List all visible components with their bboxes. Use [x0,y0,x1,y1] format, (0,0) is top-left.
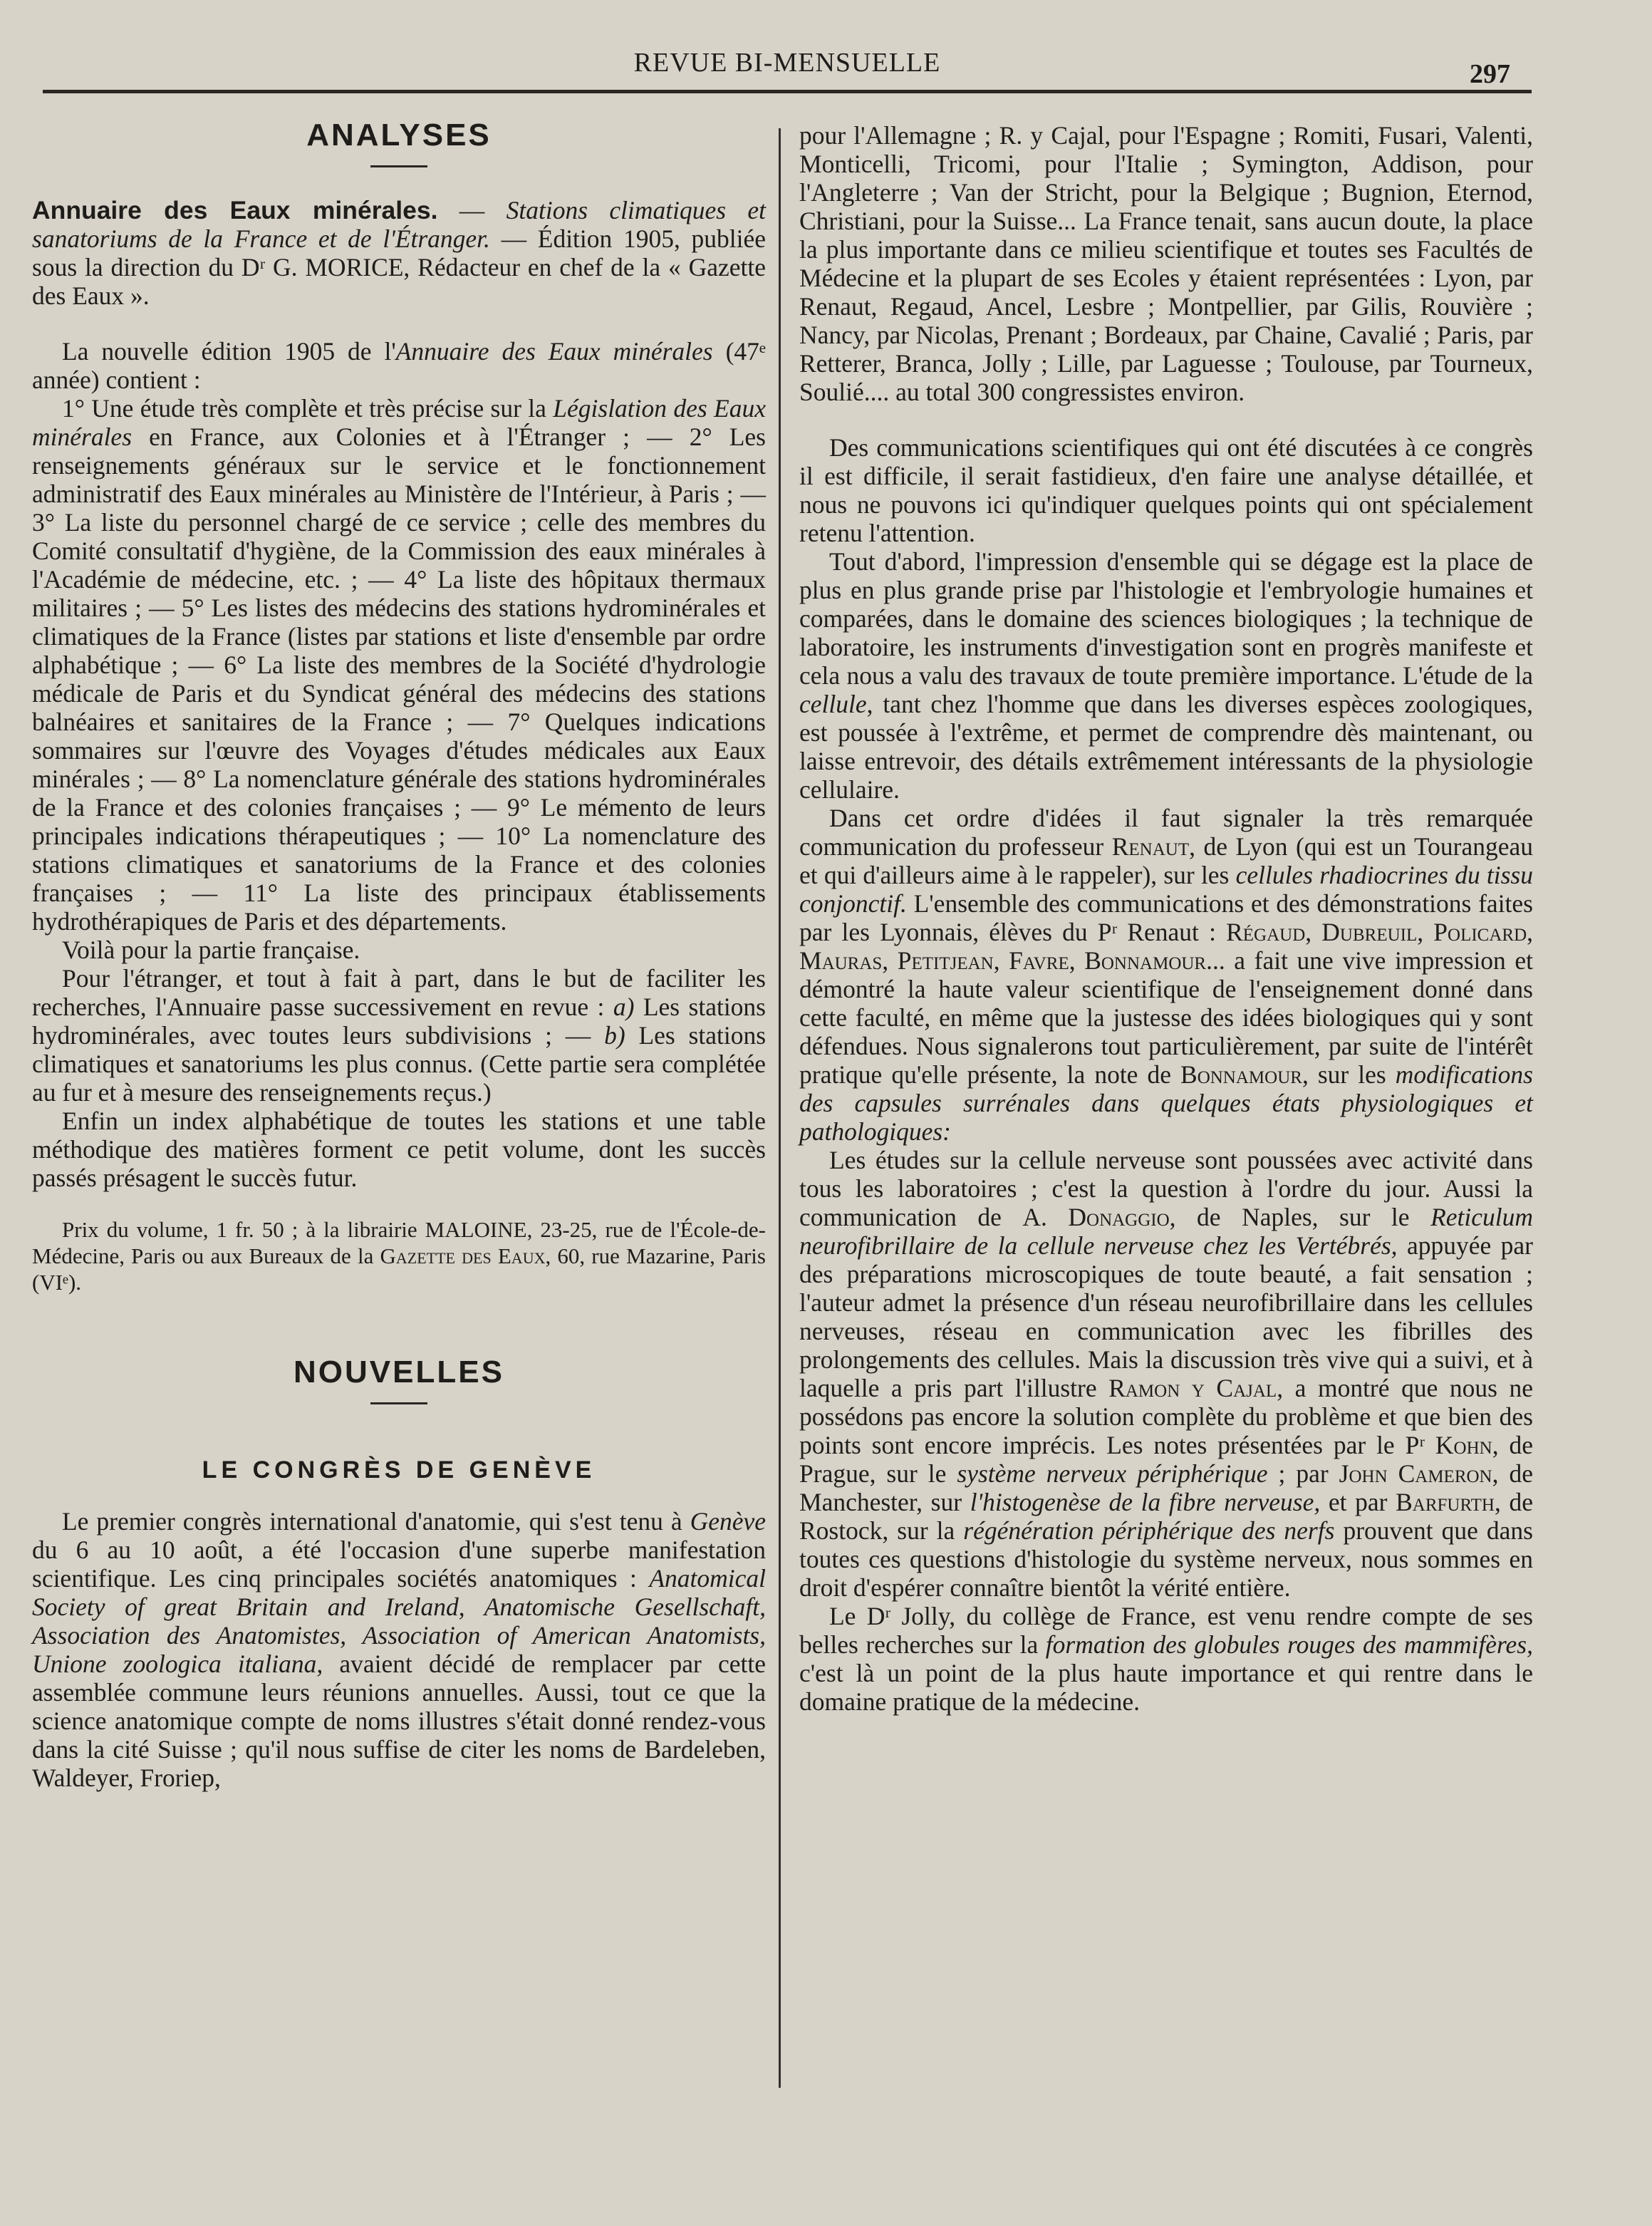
nouvelles-heading: NOUVELLES [293,1355,504,1389]
intro-paragraph: La nouvelle édition 1905 de l'Annuaire des Eaux minérales (47ᵉ année) contient : [32,337,766,394]
running-title: REVUE BI-MENSUELLE [633,48,941,78]
right-column [799,121,1533,1716]
price-note: Prix du volume, 1 fr. 50 ; à la librairie MALOINE, 23-25, rue de l'École-de-Médecine, Paris ou aux Bureaux de la Gazette des Eaux, 60, rue Mazarine, Paris (VIᵉ). [32,1217,766,1295]
heading-rule [370,1402,427,1404]
analyses-heading: ANALYSES [306,118,492,152]
paragraph-cellule-nerveuse: Les études sur la cellule nerveuse sont poussées avec activité dans tous les laboratoires ; c'est la question à l'ordre du jour. Aussi la communication de A. Donaggio, de Naples, sur le Reticulum neurofibrillaire de la cellule nerveuse chez les Vertébrés, appuyée par des préparations microscopiques de toute beauté, a fait sensation ; l'auteur admet la présence d'un réseau neurofibrillaire dans les cellules nerveuses, réseau en communication avec les fibrilles des prolongements des cellules. Mais la discussion très vive qui a suivi, et à laquelle a pris part l'illustre Ramon y Cajal, a montré que nous ne possédons pas encore la solution complète du problème et que bien des points sont encore imprécis. Les notes présentées par le Pʳ Kohn, de Prague, sur le système nerveux périphérique ; par John Cameron, de Manchester, sur l'histogenèse de la fibre nerveuse, et par Barfurth, de Rostock, sur la régénération périphérique des nerfs prouvent que dans toutes ces questions d'histologie du système nerveux, nous sommes en droit d'espérer connaître bientôt la vérité entière. [799,1146,1534,1602]
book-reference: Annuaire des Eaux minérales. — Stations climatiques et sanatoriums de la France et de l'Étranger. — Édition 1905, publiée sous la direction du Dʳ G. MORICE, Rédacteur en chef de la « Gazette des Eaux ». [32,196,766,310]
column-divider [779,128,781,2088]
congres-paragraph: Le premier congrès international d'anatomie, qui s'est tenu à Genève du 6 au 10 août, a été l'occasion d'une superbe manifestation scientifique. Les cinq principales sociétés anatomiques : Anatomical Society of great Britain and Ireland, Anatomische Gesellschaft, Association des Anatomistes, Association of American Anatomists, Unione zoologica italiana, avaient décidé de remplacer par cette assemblée commune leurs réunions annuelles. Aussi, tout ce que la science anatomique compte de noms illustres s'était donné rendez-vous dans la cité Suisse ; qu'il nous suffise de citer les noms de Bardeleben, Waldeyer, Froriep, [32,1507,766,1792]
book-edition: — Édition 1905, publiée sous la direction du Dʳ G. MORICE, Rédacteur en chef de la « Gazette des Eaux ». [32,224,766,310]
paragraph-congressists: pour l'Allemagne ; R. y Cajal, pour l'Espagne ; Romiti, Fusari, Valenti, Monticelli, Tricomi, pour l'Italie ; Symington, Addison, pour l'Angleterre ; Van der Stricht, pour la Belgique ; Bugnion, Eternod, Christiani, pour la Suisse... La France tenait, sans aucun doute, la place la plus importante dans ce milieu scientifique et toutes ses Facultés de Médecine et la plupart de ses Ecoles y étaient représentées : Lyon, par Renaut, Regaud, Ancel, Lesbre ; Montpellier, par Gilis, Rouvière ; Nancy, par Nicolas, Prenant ; Bordeaux, par Chaine, Cavalié ; Paris, par Retterer, Branca, Jolly ; Lille, par Laguesse ; Toulouse, par Tourneux, Soulié.... au total 300 congressistes environ. [799,121,1533,406]
left-column [32,118,767,1792]
paragraph-jolly: Le Dʳ Jolly, du collège de France, est venu rendre compte de ses belles recherches sur la formation des globules rouges des mammifères, c'est là un point de la plus haute importance et qui rentre dans le domaine pratique de la médecine. [799,1602,1533,1716]
paragraph-communications: Des communications scientifiques qui ont été discutées à ce congrès il est difficile, il serait fastidieux, d'en faire une analyse détaillée, et nous ne pouvons ici qu'indiquer quelques points qui ont spécialement retenu l'attention. [799,433,1533,547]
paragraph-index: Enfin un index alphabétique de toutes les stations et une table méthodique des matières forment ce petit volume, dont les succès passés présagent le succès futur. [32,1107,766,1192]
paragraph-impression: Tout d'abord, l'impression d'ensemble qui se dégage est la place de plus en plus grande prise par l'histologie et l'embryologie humaines et comparées, dans le domaine des sciences biologiques ; la technique de laboratoire, les instruments d'investigation sont en progrès manifeste et cela nous a valu des travaux de toute première importance. L'étude de la cellule, tant chez l'homme que dans les diverses espèces zoologiques, est poussée à l'extrême, et permet de comprendre dès maintenant, ou laisse entrevoir, des détails extrêmement intéressants de la physiologie cellulaire. [799,547,1533,804]
running-header [43,43,1532,93]
book-subtitle: Stations climatiques et sanatoriums de la France et de l'Étranger. [32,196,766,253]
paragraph-renaut: Dans cet ordre d'idées il faut signaler la très remarquée communication du professeur Renaut, de Lyon (qui est un Tourangeau et qui d'ailleurs aime à le rappeler), sur les cellules rhadiocrines du tissu conjonctif. L'ensemble des communications et des démonstrations faites par les Lyonnais, élèves du Pʳ Renaut : Régaud, Dubreuil, Policard, Mauras, Petitjean, Favre, Bonnamour... a fait une vive impression et démontré la haute valeur scientifique de l'enseignement donné dans cette faculté, en même que la justesse des idées biologiques qui y sont défendues. Nous signalerons tout particulièrement, par suite de l'intérêt pratique qu'elle présente, la note de Bonnamour, sur les modifications des capsules surrénales dans quelques états physiologiques et pathologiques: [799,804,1534,1146]
congres-heading: LE CONGRÈS DE GENÈVE [202,1456,596,1484]
contents-paragraph: 1° Une étude très complète et très précise sur la Législation des Eaux minérales en France, aux Colonies et à l'Étranger ; — 2° Les renseignements généraux sur le service et le fonctionnement administratif des Eaux minérales au Ministère de l'Intérieur, à Paris ; — 3° La liste du personnel chargé de ce service ; celle des membres du Comité consultatif d'hygiène, de la Commission des eaux minérales à l'Académie de médecine, etc. ; — 4° La liste des hôpitaux thermaux militaires ; — 5° Les listes des médecins des stations hydrominérales et climatiques de la France (listes par stations et liste d'ensemble par ordre alphabétique ; — 6° La liste des membres de la Société d'hydrologie médicale de Paris et du Syndicat général des médecins des stations balnéaires et sanitaires de la France ; — 7° Quelques indications sommaires sur l'œuvre des Voyages d'études médicales aux Eaux minérales ; — 8° La nomenclature générale des stations hydrominérales de la France et des colonies françaises ; — 9° Le mémento de leurs principales indications thérapeutiques ; — 10° La nomenclature des stations climatiques et sanatoriums de la France et des colonies françaises ; — 11° La liste des principaux établissements hydrothérapiques de Paris et des départements. [32,394,767,936]
book-title: Annuaire des Eaux minérales. [32,196,438,224]
page-number: 297 [1470,59,1510,89]
paragraph-voila: Voilà pour la partie française. [62,936,360,964]
paragraph-etranger: Pour l'étranger, et tout à fait à part, dans le but de faciliter les recherches, l'Annuaire passe successivement en revue : a) Les stations hydrominérales, avec toutes leurs subdivisions ; — b) Les stations climatiques et sanatoriums les plus connus. (Cette partie sera complétée au fur et à mesure des renseignements reçus.) [32,964,767,1107]
heading-rule [370,165,427,167]
